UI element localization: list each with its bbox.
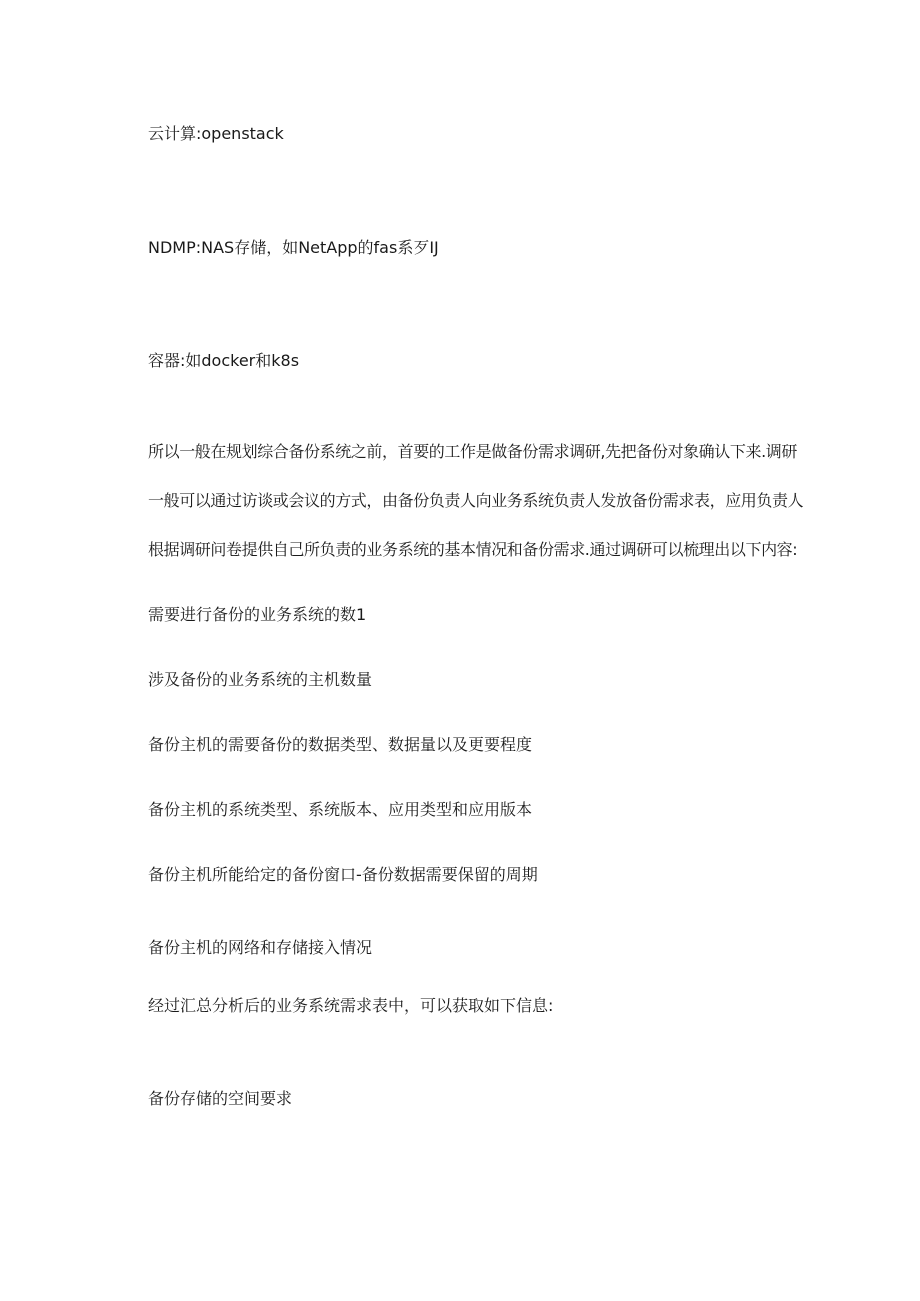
paragraph-line-3: 根据调研问卷提供自己所负责的业务系统的基本情况和备份需求.通过调研可以梳理出以下内容: — [148, 540, 798, 559]
text-line-container: 容器:如docker和k8s — [148, 351, 300, 370]
text-line-cloud: 云计算:openstack — [148, 124, 284, 143]
text-line-storage-space: 备份存储的空间要求 — [148, 1089, 293, 1108]
list-item-host-count: 涉及备份的业务系统的主机数量 — [148, 670, 373, 689]
list-item-data-types: 备份主机的需要备份的数据类型、数据量以及更要程度 — [148, 735, 533, 754]
text-line-summary: 经过汇总分析后的业务系统需求表中，可以获取如下信息: — [148, 996, 554, 1015]
list-item-system-types: 备份主机的系统类型、系统版本、应用类型和应用版本 — [148, 800, 533, 819]
paragraph-line-1: 所以一般在规划综合备份系统之前，首要的工作是做备份需求调研,先把备份对象确认下来.调研 — [148, 442, 797, 461]
paragraph-line-2: 一般可以通过访谈或会议的方式，由备份负责人向业务系统负责人发放备份需求表，应用负责人 — [148, 491, 804, 510]
text-line-ndmp: NDMP:NAS存储，如NetApp的fas系歹IJ — [148, 238, 439, 257]
list-item-backup-window: 备份主机所能给定的备份窗口-备份数据需要保留的周期 — [148, 865, 538, 884]
list-item-network-storage: 备份主机的网络和存储接入情况 — [148, 938, 373, 957]
list-item-business-systems: 需要进行备份的业务系统的数1 — [148, 605, 367, 624]
